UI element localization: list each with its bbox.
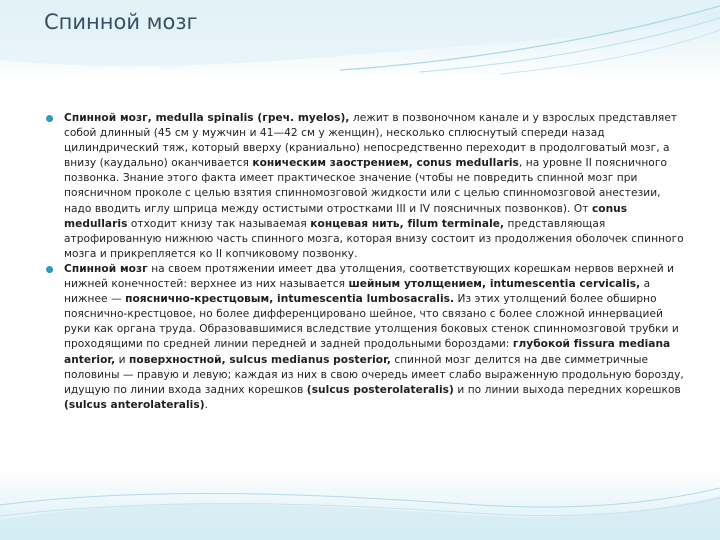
text-span: представляющая атрофированную нижнюю часть спинного мозга, которая внизу состоит из продолжения оболочек спинного мозга и прикрепляется ко II копчиковому позвонку. xyxy=(64,217,684,260)
term-conus-medullaris-2: conus medullaris xyxy=(64,202,628,230)
term-filum-terminale: концевая нить, filum terminale, xyxy=(310,217,505,230)
term-spinal-cord: Спинной мозг xyxy=(64,262,148,275)
bullet-dot-icon xyxy=(46,266,53,273)
text-span: на своем протяжении имеет два утолщения, соответствующих корешкам нервов верхней и нижней конечностей: верхнее из них называется xyxy=(64,262,675,291)
page-title: Спинной мозг xyxy=(44,10,198,34)
term-intumescentia-cervicalis: шейным утолщением, intumescentia cervicalis, xyxy=(348,278,641,291)
term-fissura-mediana-anterior: глубокой fissura mediana anterior, xyxy=(64,338,671,366)
paragraph-spinal-cord-enlargements xyxy=(44,262,684,413)
text-span: а нижнее — xyxy=(64,278,651,306)
content-body xyxy=(44,111,684,413)
text-span: Из этих утолщений более обширно пояснично-крестцовое, но более дифференцировано шейное, что связано с более сложной иннервацией руки как органа труда. Образовавшимися вследствие утолщения боковых стенок спинномозговой трубки и проходящими по средней линии передней и задней продольными бороздами: xyxy=(64,293,679,351)
bullet-dot-icon xyxy=(46,115,53,122)
text-span: , на уровне II поясничного позвонка. Знание этого факта имеет практическое значение (чтобы не повредить спинной мозг при поясничном проколе с целью взятия спинномозговой жидкости или с целью спинномозговой анестезии, надо вводить иглу шприца между остистыми отростками III и IV поясничных позвонков). От xyxy=(64,157,667,215)
term-sulcus-posterolateralis: (sulcus posterolateralis) xyxy=(306,383,454,396)
term-medulla-spinalis: Спинной мозг, medulla spinalis (греч. myelos), xyxy=(64,112,350,124)
text-span: отходит книзу так называемая xyxy=(127,217,311,230)
text-span: лежит в позвоночном канале и у взрослых представляет собой длинный (45 см у мужчин и 41—42 см у женщин), несколько сплюснутый спереди назад цилиндрический тяж, который вверху (краниально) непосредственно переходит в продолговатый мозг, а внизу (каудально) оканчивается xyxy=(64,112,678,170)
term-sulcus-medianus-posterior: поверхностной, sulcus medianus posterior, xyxy=(129,353,391,366)
text-span: и xyxy=(115,353,129,366)
term-sulcus-anterolateralis: (sulcus anterolateralis) xyxy=(64,398,205,411)
text-span: спинной мозг делится на две симметричные половины — правую и левую; каждая из них в свою очередь имеет слабо выраженную продольную борозду, идущую по линии входа задних корешков xyxy=(64,353,684,396)
text-span: . xyxy=(204,398,209,411)
term-intumescentia-lumbosacralis: пояснично-крестцовым, intumescentia lumbosacralis. xyxy=(125,293,455,306)
text-span: и по линии выхода передних корешков xyxy=(453,383,681,396)
paragraph-spinal-cord-location xyxy=(44,111,684,262)
term-conus-medullaris: коническим заострением, conus medullaris xyxy=(252,157,519,170)
